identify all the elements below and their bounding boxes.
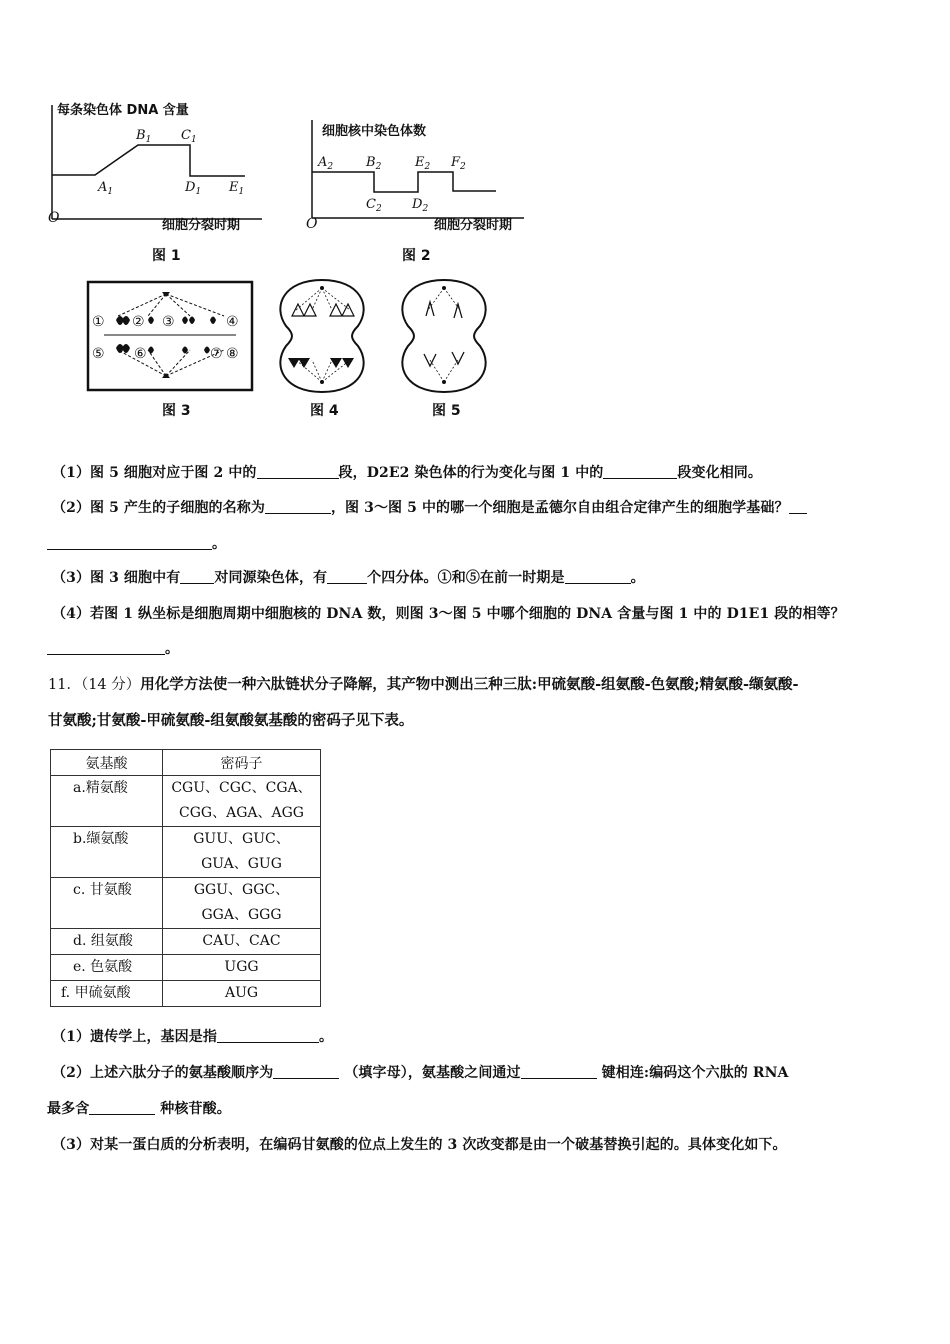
q10-p1-blank-1[interactable] xyxy=(257,464,339,479)
q10-part-2 xyxy=(52,497,807,517)
fig4-spindle xyxy=(296,288,350,382)
table-cell-amino-acid xyxy=(51,929,163,955)
figure-5-svg xyxy=(390,276,498,396)
figure-3-cell-diagram xyxy=(86,280,254,392)
figure-4-cell-diagram xyxy=(268,276,376,396)
table-row xyxy=(51,981,321,1007)
q11-p2-text-d: 最多含 xyxy=(47,1101,90,1117)
figure-2-svg xyxy=(296,112,531,236)
codon-line: GUA、GUG xyxy=(201,856,282,872)
fig5-chromosomes-bottom xyxy=(424,352,464,366)
fig3-centriole-top xyxy=(162,292,170,297)
fig4-centriole-bottom xyxy=(320,380,324,384)
q11-number: 11． xyxy=(48,677,81,693)
fig3-spindle xyxy=(104,294,236,376)
figure-1-svg xyxy=(40,95,270,235)
q11-p2-blank-2[interactable] xyxy=(521,1064,597,1079)
q10-p1-blank-2[interactable] xyxy=(603,464,677,479)
q10-p2-blank-1[interactable] xyxy=(265,499,331,514)
q10-p4-blank[interactable] xyxy=(47,640,165,655)
figure-5-cell-diagram xyxy=(390,276,498,396)
fig1-point-e1: $E_1$ xyxy=(229,180,245,197)
q10-p3-blank-1[interactable] xyxy=(180,569,214,584)
fig3-marker-8: ⑧ xyxy=(226,346,239,362)
figure-3-caption: 图 3 xyxy=(162,403,191,419)
fig2-point-f2: $F_2$ xyxy=(451,155,466,172)
q11-p2-text-e: 种核苷酸。 xyxy=(160,1101,231,1117)
figure-5-caption: 图 5 xyxy=(432,403,461,419)
table-cell-codons xyxy=(163,827,321,878)
q11-p2-text-b: （填字母），氨基酸之间通过 xyxy=(344,1065,521,1081)
table-cell-amino-acid xyxy=(51,827,163,878)
fig2-point-a2: $A_2$ xyxy=(318,155,334,172)
fig5-spindle xyxy=(428,288,460,382)
table-row xyxy=(51,955,321,981)
q10-p3-text-a: （3）图 3 细胞中有 xyxy=(52,570,181,586)
table-cell-amino-acid xyxy=(51,878,163,929)
codon-table xyxy=(50,749,321,1007)
aa-label: a.精氨酸 xyxy=(73,780,128,796)
figure-4-caption: 图 4 xyxy=(310,403,339,419)
table-cell-codons xyxy=(163,955,321,981)
codon-line: AUG xyxy=(224,985,259,1001)
q11-stem-line-1 xyxy=(48,673,799,694)
fig1-point-b1: $B_1$ xyxy=(136,128,152,145)
fig2-point-e2: $E_2$ xyxy=(415,155,431,172)
q11-p2-blank-3[interactable] xyxy=(89,1100,155,1115)
figure-3-svg xyxy=(86,280,254,392)
codon-table-header-aa: 氨基酸 xyxy=(51,750,163,776)
table-cell-amino-acid xyxy=(51,981,163,1007)
q10-p2-text-a: （2）图 5 产生的子细胞的名称为 xyxy=(52,500,265,516)
fig2-point-c2: $C_2$ xyxy=(366,197,382,214)
table-row xyxy=(51,929,321,955)
q10-p3-text-c: 个四分体。①和⑤在前一时期是 xyxy=(367,570,565,586)
q10-p1-text-a: （1）图 5 细胞对应于图 2 中的 xyxy=(52,465,257,481)
q11-part-3: （3）对某一蛋白质的分析表明，在编码甘氨酸的位点上发生的 3 次改变都是由一个破基替换引起的。具体变化如下。 xyxy=(52,1137,787,1153)
fig2-point-d2: $D_2$ xyxy=(412,197,429,214)
q11-p1-text: （1）遗传学上，基因是指 xyxy=(52,1029,217,1045)
q10-p1-text-b: 段，D2E2 染色体的行为变化与图 1 中的 xyxy=(338,465,604,481)
q10-p1-text-c: 段变化相同。 xyxy=(677,465,762,481)
table-cell-codons xyxy=(163,929,321,955)
codon-line: CGG、AGA、AGG xyxy=(179,805,304,821)
table-cell-amino-acid xyxy=(51,776,163,827)
fig3-marker-5: ⑤ xyxy=(92,346,105,362)
codon-line: GGU、GGC、 xyxy=(193,882,290,898)
q10-p3-text-b: 对同源染色体，有 xyxy=(214,570,328,586)
q10-part-3 xyxy=(52,567,645,587)
table-cell-codons xyxy=(163,878,321,929)
codon-line: CAU、CAC xyxy=(202,933,281,949)
aa-label: f. 甲硫氨酸 xyxy=(61,985,131,1001)
q11-p2-text-a: （2）上述六肽分子的氨基酸顺序为 xyxy=(52,1065,274,1081)
aa-label: d. 组氨酸 xyxy=(73,933,133,949)
figure-2-caption: 图 2 xyxy=(402,248,431,264)
fig1-x-label: 细胞分裂时期 xyxy=(162,218,241,233)
q10-p2-blank-2-start[interactable] xyxy=(789,499,807,514)
q10-part-4 xyxy=(52,603,845,623)
figure-4-svg xyxy=(268,276,376,396)
q11-p2-text-c: 键相连:编码这个六肽的 RNA xyxy=(601,1065,789,1081)
q10-p4-text: （4）若图 1 纵坐标是细胞周期中细胞核的 DNA 数，则图 3～图 5 中哪个细胞的 DNA 含量与图 1 中的 D1E1 段的相等？ xyxy=(52,606,845,622)
fig1-point-a1: $A_1$ xyxy=(98,180,114,197)
q10-p4-end: 。 xyxy=(165,641,180,657)
fig3-marker-7: ⑦ xyxy=(210,346,223,362)
table-row xyxy=(51,827,321,878)
q10-p2-end: 。 xyxy=(212,536,227,552)
fig5-centriole-top xyxy=(442,286,446,290)
fig3-centriole-bottom xyxy=(162,373,170,378)
fig1-curve xyxy=(52,145,245,176)
q10-p3-blank-2[interactable] xyxy=(327,569,367,584)
fig1-origin-label: O xyxy=(48,210,60,226)
fig3-marker-3: ③ xyxy=(162,314,175,330)
fig3-marker-4: ④ xyxy=(226,314,239,330)
q11-score: （14 分） xyxy=(80,677,141,693)
q11-stem-line-2: 甘氨酸;甘氨酸-甲硫氨酸-组氨酸氨基酸的密码子见下表。 xyxy=(48,712,414,729)
q11-stem-text-1: 用化学方法使一种六肽链状分子降解，其产物中测出三种三肽:甲硫氨酸-组氨酸-色氨酸;精氨酸-缬氨酸- xyxy=(140,676,799,693)
fig4-chromosomes-bottom xyxy=(288,358,354,368)
codon-table-header-row xyxy=(51,750,321,776)
q10-part-2-continued xyxy=(47,533,226,553)
q11-p2-blank-1[interactable] xyxy=(273,1064,339,1079)
fig3-marker-6: ⑥ xyxy=(134,346,147,362)
q11-part-2 xyxy=(52,1062,788,1082)
fig3-marker-2: ② xyxy=(132,314,145,330)
q11-part-2-continued xyxy=(47,1098,231,1118)
figure-1-caption: 图 1 xyxy=(152,248,181,264)
fig1-point-c1: $C_1$ xyxy=(181,128,197,145)
fig5-centriole-bottom xyxy=(442,380,446,384)
codon-line: CGU、CGC、CGA、 xyxy=(171,780,312,796)
figure-2-graph xyxy=(296,112,531,236)
figure-1-graph xyxy=(40,95,270,235)
q11-p1-end: 。 xyxy=(318,1029,334,1045)
fig1-point-d1: $D_1$ xyxy=(185,180,202,197)
codon-line: GGA、GGG xyxy=(201,907,282,923)
fig2-point-b2: $B_2$ xyxy=(366,155,382,172)
table-cell-codons xyxy=(163,776,321,827)
fig2-curve xyxy=(312,172,496,192)
fig3-markers xyxy=(92,314,239,362)
table-cell-codons xyxy=(163,981,321,1007)
aa-label: b.缬氨酸 xyxy=(73,831,129,847)
fig3-marker-1: ① xyxy=(92,314,105,330)
table-cell-amino-acid xyxy=(51,955,163,981)
q10-part-1 xyxy=(52,462,762,482)
codon-line: GUU、GUC、 xyxy=(193,831,290,847)
q10-p2-text-b: ，图 3～图 5 中的哪一个细胞是孟德尔自由组合定律产生的细胞学基础？ xyxy=(330,500,789,516)
aa-label: e. 色氨酸 xyxy=(73,959,133,975)
codon-line: UGG xyxy=(224,959,259,975)
fig2-x-label: 细胞分裂时期 xyxy=(434,218,513,233)
fig2-origin-label: O xyxy=(306,216,318,232)
table-row xyxy=(51,878,321,929)
codon-table-header-codon: 密码子 xyxy=(163,750,321,776)
table-row xyxy=(51,776,321,827)
fig5-dividing-cell-outline xyxy=(402,280,485,392)
q11-part-1 xyxy=(52,1026,333,1046)
fig5-chromosomes-top xyxy=(426,302,462,318)
q10-part-4-continued xyxy=(47,638,179,658)
q10-p2-blank-2-end[interactable] xyxy=(47,535,212,550)
fig1-y-label: 每条染色体 DNA 含量 xyxy=(57,103,189,118)
q10-p3-end: 。 xyxy=(630,570,645,586)
fig2-y-label: 细胞核中染色体数 xyxy=(322,124,427,139)
aa-label: c. 甘氨酸 xyxy=(73,882,132,898)
q10-p3-blank-3[interactable] xyxy=(565,569,631,584)
fig4-dividing-cell-outline xyxy=(280,280,363,392)
fig4-centriole-top xyxy=(320,286,324,290)
q11-p1-blank[interactable] xyxy=(217,1028,319,1043)
